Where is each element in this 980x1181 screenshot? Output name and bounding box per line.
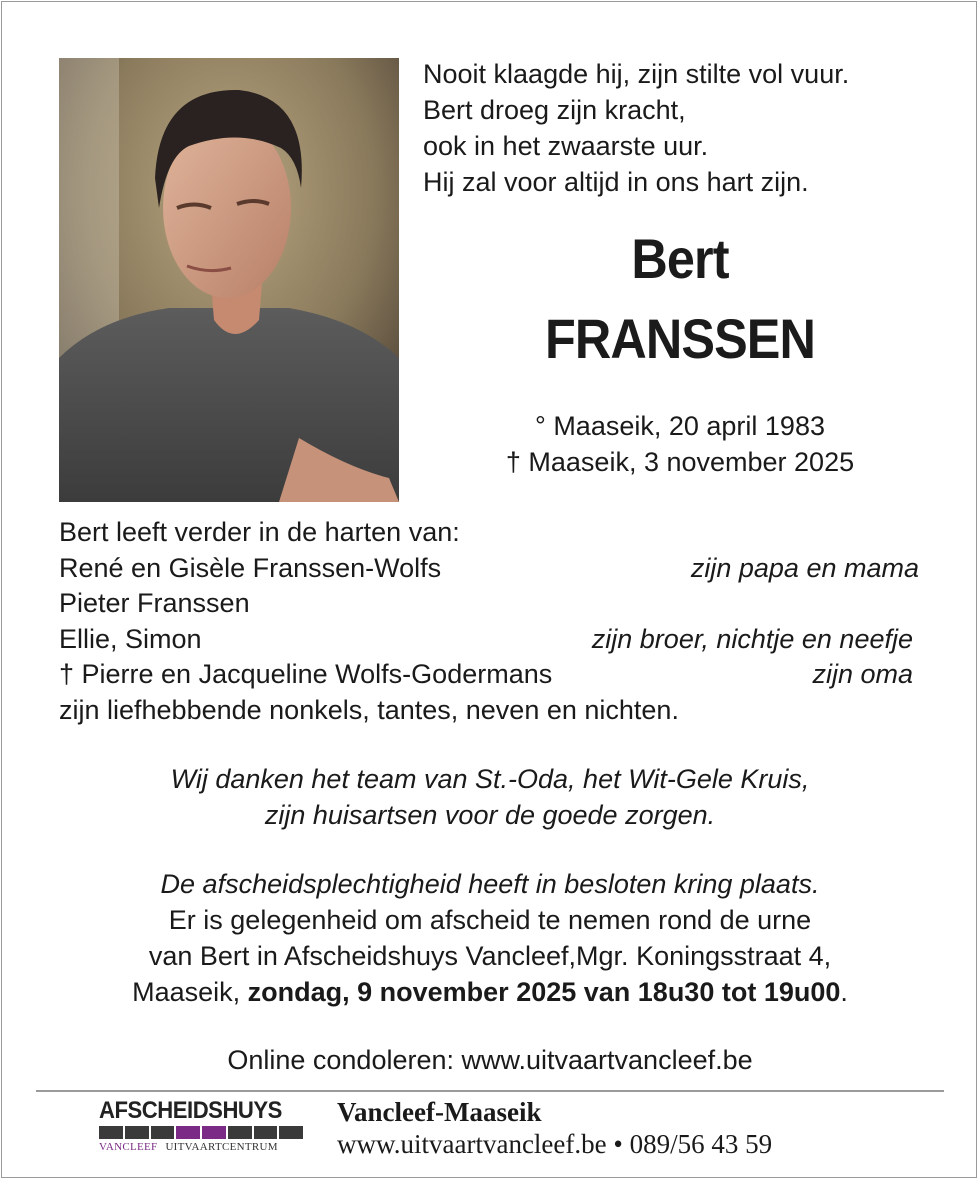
thanks-text	[0, 761, 980, 833]
ceremony-line: van Bert in Afscheidshuys Vancleef,Mgr. Koningsstraat 4,	[148, 941, 832, 971]
logo-bar	[99, 1126, 305, 1139]
ceremony-period: .	[840, 977, 848, 1007]
ceremony-line	[0, 974, 980, 1010]
list-item	[59, 693, 919, 729]
survivor-relation: zijn oma	[812, 659, 913, 689]
portrait-photo	[59, 58, 399, 502]
contact-line: www.uitvaartvancleef.be • 089/56 43 59	[337, 1129, 773, 1159]
logo-vancleef: VANCLEEF	[99, 1141, 158, 1153]
life-dates	[420, 408, 940, 480]
company-name: Vancleef-Maaseik	[337, 1097, 542, 1127]
survivor-names: zijn liefhebbende nonkels, tantes, neven en nichten.	[59, 694, 679, 725]
ceremony-info	[0, 866, 980, 1010]
survivor-names: René en Gisèle Franssen-Wolfs	[59, 552, 442, 583]
birth-date: ° Maaseik, 20 april 1983	[535, 411, 825, 441]
list-item	[59, 551, 919, 587]
ceremony-place: Maaseik,	[132, 977, 248, 1007]
first-name: Bert	[631, 227, 729, 290]
footer-divider	[36, 1090, 944, 1092]
list-item	[59, 657, 919, 693]
survivor-relation: zijn papa en mama	[690, 552, 919, 583]
death-date: † Maaseik, 3 november 2025	[505, 447, 855, 477]
logo-subtitle	[99, 1141, 305, 1153]
survivors-intro: Bert leeft verder in de harten van:	[59, 517, 460, 547]
survivors-list	[59, 515, 919, 728]
list-item	[59, 622, 919, 658]
logo-uitvaart: UITVAARTCENTRUM	[165, 1141, 278, 1153]
poem-line: ook in het zwaarste uur.	[423, 131, 709, 161]
footer-contact	[337, 1096, 772, 1160]
poem-line: Hij zal voor altijd in ons hart zijn.	[423, 167, 809, 197]
survivor-names: Ellie, Simon	[59, 623, 202, 654]
thanks-line: zijn huisartsen voor de goede zorgen.	[264, 800, 716, 830]
ceremony-datetime: zondag, 9 november 2025 van 18u30 tot 19u00	[247, 977, 841, 1007]
online-condolence: Online condoleren: www.uitvaartvancleef.be	[227, 1045, 753, 1075]
ceremony-line: De afscheidsplechtigheid heeft in besloten kring plaats.	[160, 869, 820, 899]
survivor-names: Pieter Franssen	[59, 588, 250, 618]
logo-title: AFSCHEIDSHUYS	[99, 1097, 282, 1124]
afscheidshuys-logo	[99, 1097, 305, 1159]
list-item	[59, 586, 919, 622]
survivor-relation: zijn broer, nichtje en neefje	[591, 623, 913, 654]
survivor-names: † Pierre en Jacqueline Wolfs-Godermans	[59, 659, 553, 689]
thanks-line: Wij danken het team van St.-Oda, het Wit-Gele Kruis,	[170, 764, 810, 794]
ceremony-line: Er is gelegenheid om afscheid te nemen rond de urne	[168, 905, 812, 935]
poem	[423, 56, 943, 200]
poem-line: Nooit klaagde hij, zijn stilte vol vuur.	[423, 59, 850, 89]
poem-line: Bert droeg zijn kracht,	[423, 95, 686, 125]
last-name: FRANSSEN	[544, 307, 816, 370]
